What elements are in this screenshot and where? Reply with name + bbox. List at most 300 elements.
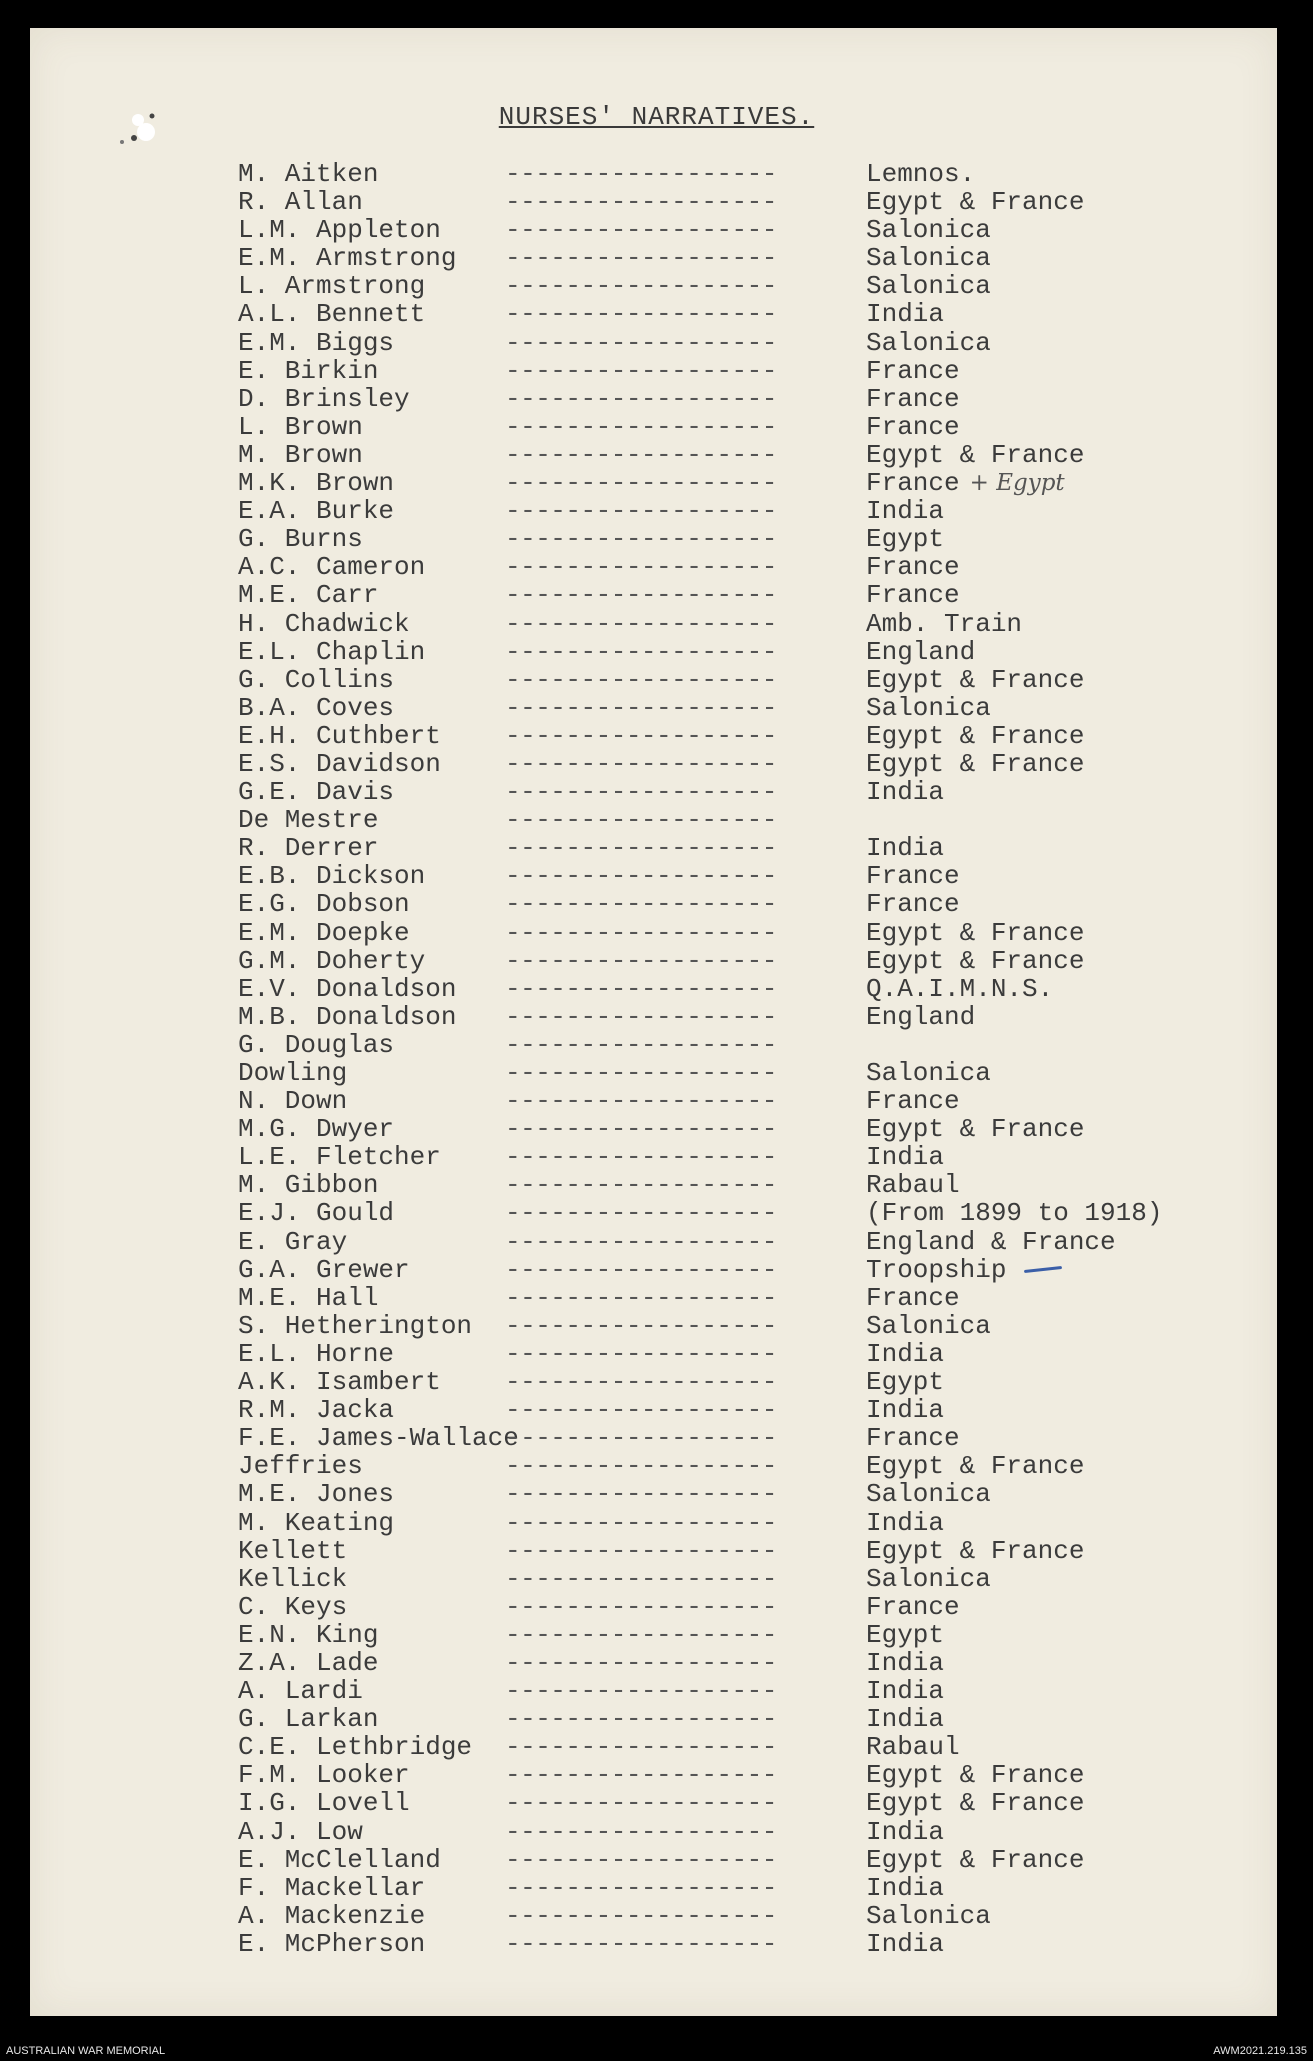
dash-leader: ------------------ xyxy=(505,1198,777,1229)
dash-leader: ------------------ xyxy=(505,973,777,1004)
list-item xyxy=(0,694,1313,722)
nurse-name: A.L. Bennett xyxy=(238,299,426,330)
list-item xyxy=(0,610,1313,638)
list-item xyxy=(0,385,1313,413)
page-title: NURSES' NARRATIVES. xyxy=(498,102,815,132)
service-location xyxy=(866,1874,944,1902)
list-item xyxy=(0,666,1313,694)
location-text: Egypt xyxy=(866,524,945,555)
dash-leader: ------------------ xyxy=(505,1760,777,1791)
nurse-name: M.E. Hall xyxy=(238,1282,379,1313)
nurse-name: A. Lardi xyxy=(238,1676,363,1707)
dash-leader: ------------------ xyxy=(505,439,777,470)
dash-leader: ------------------ xyxy=(505,1704,777,1735)
location-text: Egypt & France xyxy=(866,1844,1085,1875)
location-text: India xyxy=(866,1338,945,1369)
service-location xyxy=(866,188,1084,216)
list-item xyxy=(0,1565,1313,1593)
nurse-name: G.E. Davis xyxy=(238,777,395,808)
handwritten-annotation: + Egypt xyxy=(969,470,1065,497)
dash-leader: ------------------ xyxy=(505,1563,777,1594)
service-location xyxy=(866,638,975,666)
nurse-name: A. Mackenzie xyxy=(238,1900,426,1931)
location-text: France xyxy=(866,383,960,414)
nurse-name: L. Brown xyxy=(238,411,363,442)
list-item xyxy=(0,1452,1313,1480)
service-location xyxy=(866,1677,944,1705)
location-text: England xyxy=(866,636,976,667)
service-location xyxy=(866,1705,944,1733)
dash-leader: ------------------ xyxy=(505,1367,777,1398)
nurse-name: F. Mackellar xyxy=(238,1872,426,1903)
list-item xyxy=(0,1396,1313,1424)
list-item xyxy=(0,1087,1313,1115)
nurse-name: M.K. Brown xyxy=(238,468,395,499)
service-location xyxy=(866,778,944,806)
location-text: France xyxy=(866,1591,960,1622)
nurse-name: M. Keating xyxy=(238,1507,395,1538)
location-text: Salonica xyxy=(866,1058,991,1088)
nurse-name: M. Brown xyxy=(238,439,363,470)
list-item xyxy=(0,300,1313,328)
location-text: India xyxy=(866,1928,945,1959)
service-location xyxy=(866,1649,944,1677)
list-item xyxy=(0,975,1313,1003)
nurse-name: G.M. Doherty xyxy=(238,945,426,976)
service-location xyxy=(866,1593,960,1621)
location-text: Egypt & France xyxy=(866,664,1085,695)
location-text: France xyxy=(866,861,960,892)
nurse-name: G.A. Grewer xyxy=(238,1254,410,1285)
nurse-name: E.L. Chaplin xyxy=(238,636,426,667)
dash-leader: ------------------ xyxy=(505,1142,777,1173)
list-item xyxy=(0,441,1313,469)
dash-leader: ------------------ xyxy=(505,1282,777,1313)
dash-leader: ------------------ xyxy=(505,355,777,386)
nurse-name: A.K. Isambert xyxy=(238,1367,441,1398)
dash-leader: ------------------ xyxy=(505,327,777,358)
dash-leader: ------------------ xyxy=(505,552,777,583)
service-location xyxy=(866,1537,1084,1565)
dash-leader: ------------------ xyxy=(505,271,777,302)
list-item xyxy=(0,1340,1313,1368)
dash-leader: ------------------ xyxy=(505,1788,777,1819)
location-text: Egypt & France xyxy=(866,917,1085,948)
service-location xyxy=(866,1930,944,1958)
location-text: France xyxy=(866,1423,960,1454)
service-location xyxy=(866,1621,944,1649)
location-text: India xyxy=(866,1676,945,1707)
dash-leader: ------------------ xyxy=(505,1170,777,1201)
location-text: Salonica xyxy=(866,1563,991,1594)
nurse-name: E.J. Gould xyxy=(238,1198,395,1229)
location-text: France xyxy=(866,411,960,442)
location-text: Rabaul xyxy=(866,1170,960,1201)
list-item xyxy=(0,216,1313,244)
list-item xyxy=(0,1312,1313,1340)
location-text: Q.A.I.M.N.S. xyxy=(866,973,1054,1004)
nurse-name: R. Allan xyxy=(238,187,363,218)
dash-leader: ------------------ xyxy=(505,692,777,723)
location-text: Egypt & France xyxy=(866,748,1085,779)
list-item xyxy=(0,1424,1313,1452)
service-location xyxy=(866,947,1084,975)
nurse-name: E.M. Biggs xyxy=(238,327,395,358)
nurse-name: E.M. Armstrong xyxy=(238,243,457,274)
dash-leader: ------------------ xyxy=(505,1647,777,1678)
service-location xyxy=(866,1846,1084,1874)
list-item xyxy=(0,272,1313,300)
nurse-name: E. Gray xyxy=(238,1226,348,1257)
location-text: Amb. Train xyxy=(866,608,1023,639)
service-location xyxy=(866,1340,944,1368)
list-item xyxy=(0,525,1313,553)
nurse-name: B.A. Coves xyxy=(238,692,395,723)
dash-leader: ------------------ xyxy=(505,805,777,836)
nurse-name: E.L. Horne xyxy=(238,1338,395,1369)
dash-leader: ------------------ xyxy=(505,1732,777,1763)
dash-leader: ------------------ xyxy=(505,1535,777,1566)
dash-leader: ------------------ xyxy=(505,1338,777,1369)
dash-leader: ------------------ xyxy=(505,720,777,751)
service-location xyxy=(866,1424,960,1452)
nurse-name: G. Larkan xyxy=(238,1704,379,1735)
nurse-name: H. Chadwick xyxy=(238,608,410,639)
list-item xyxy=(0,188,1313,216)
location-text: Salonica xyxy=(866,243,991,274)
location-text: Salonica xyxy=(866,692,991,723)
list-item xyxy=(0,1171,1313,1199)
dash-leader: ------------------ xyxy=(505,1507,777,1538)
location-text: France xyxy=(866,552,960,583)
dash-leader: ------------------ xyxy=(505,468,777,499)
list-item xyxy=(0,778,1313,806)
dash-leader: ------------------ xyxy=(505,945,777,976)
list-item xyxy=(0,413,1313,441)
list-item xyxy=(0,1930,1313,1958)
service-location xyxy=(866,750,1084,778)
dash-leader: ------------------ xyxy=(505,1029,777,1060)
location-text: France xyxy=(866,468,960,499)
service-location xyxy=(866,1284,960,1312)
service-location xyxy=(866,610,1022,638)
location-text: Egypt & France xyxy=(866,1788,1085,1819)
location-text: England xyxy=(866,1001,976,1032)
dash-leader: ------------------ xyxy=(505,917,777,948)
dash-leader: ------------------ xyxy=(505,861,777,892)
footer-reference-number: AWM2021.219.135 xyxy=(1213,2045,1307,2057)
location-text: Egypt & France xyxy=(866,1535,1085,1566)
dash-leader: ------------------ xyxy=(505,1310,777,1341)
list-item xyxy=(0,1537,1313,1565)
list-item xyxy=(0,1621,1313,1649)
dash-leader: ------------------ xyxy=(505,1928,777,1959)
location-text: Egypt & France xyxy=(866,187,1085,218)
dash-leader: ------------------ xyxy=(505,1254,777,1285)
location-text: Salonica xyxy=(866,1310,991,1341)
service-location xyxy=(866,1087,960,1115)
dash-leader: ------------------ xyxy=(505,833,777,864)
nurse-name: M.E. Carr xyxy=(238,580,379,611)
service-location xyxy=(866,553,960,581)
dash-leader: ------------------ xyxy=(505,889,777,920)
list-item xyxy=(0,244,1313,272)
nurse-name: G. Douglas xyxy=(238,1029,395,1060)
blue-pencil-mark xyxy=(1024,1266,1062,1273)
nurse-name: A.C. Cameron xyxy=(238,552,426,583)
service-location xyxy=(866,1171,960,1199)
service-location xyxy=(866,413,960,441)
service-location xyxy=(866,581,960,609)
location-text: India xyxy=(866,1647,945,1678)
service-location xyxy=(866,1368,944,1396)
dash-leader: ------------------ xyxy=(505,1226,777,1257)
service-location xyxy=(866,216,991,244)
dash-leader: ------------------ xyxy=(505,1114,777,1145)
dash-leader: ------------------ xyxy=(505,496,777,527)
location-text: France xyxy=(866,580,960,611)
nurse-name: G. Collins xyxy=(238,664,395,695)
location-text: Salonica xyxy=(866,215,991,246)
dash-leader: ------------------ xyxy=(505,580,777,611)
service-location xyxy=(866,1565,991,1593)
dash-leader: ------------------ xyxy=(505,1872,777,1903)
list-item xyxy=(0,1902,1313,1930)
location-text: Salonica xyxy=(866,1900,991,1931)
service-location xyxy=(866,1115,1084,1143)
list-item xyxy=(0,1115,1313,1143)
list-item xyxy=(0,497,1313,525)
dash-leader: ------------------ xyxy=(505,608,777,639)
nurse-name: F.E. James-Wallace xyxy=(238,1423,519,1454)
location-text: India xyxy=(866,1872,945,1903)
list-item xyxy=(0,1874,1313,1902)
dash-leader: ------------------ xyxy=(505,1423,777,1454)
dash-leader: ------------------ xyxy=(505,636,777,667)
dash-leader: ------------------ xyxy=(505,1001,777,1032)
service-location xyxy=(866,1256,1062,1284)
list-item xyxy=(0,329,1313,357)
service-location xyxy=(866,1902,991,1930)
list-item xyxy=(0,1733,1313,1761)
service-location xyxy=(866,441,1084,469)
location-text: France xyxy=(866,1086,960,1117)
list-item xyxy=(0,919,1313,947)
list-item xyxy=(0,1368,1313,1396)
list-item xyxy=(0,469,1313,497)
nurse-name: M. Gibbon xyxy=(238,1170,379,1201)
list-item xyxy=(0,581,1313,609)
nurse-name: M. Aitken xyxy=(238,159,379,189)
list-item xyxy=(0,1509,1313,1537)
list-item xyxy=(0,553,1313,581)
service-location xyxy=(866,160,975,188)
dash-leader: ------------------ xyxy=(505,1619,777,1650)
dash-leader: ------------------ xyxy=(505,159,777,189)
location-text: Salonica xyxy=(866,271,991,302)
nurse-name: Kellick xyxy=(238,1563,348,1594)
nurse-name: R. Derrer xyxy=(238,833,379,864)
nurse-name: D. Brinsley xyxy=(238,383,410,414)
dash-leader: ------------------ xyxy=(505,1086,777,1117)
location-text: India xyxy=(866,1704,945,1735)
dash-leader: ------------------ xyxy=(505,1479,777,1510)
nurse-name: M.G. Dwyer xyxy=(238,1114,395,1145)
service-location xyxy=(866,1452,1084,1480)
list-item xyxy=(0,806,1313,834)
service-location xyxy=(866,329,991,357)
service-location xyxy=(866,1003,975,1031)
dash-leader: ------------------ xyxy=(505,383,777,414)
list-item xyxy=(0,1593,1313,1621)
nurse-name: E. McClelland xyxy=(238,1844,441,1875)
nurse-name: R.M. Jacka xyxy=(238,1395,395,1426)
list-item xyxy=(0,638,1313,666)
dash-leader: ------------------ xyxy=(505,215,777,246)
nurse-name: C. Keys xyxy=(238,1591,348,1622)
location-text: Egypt & France xyxy=(866,945,1085,976)
service-location xyxy=(866,1818,944,1846)
dash-leader: ------------------ xyxy=(505,1900,777,1931)
location-text: Egypt & France xyxy=(866,720,1085,751)
dash-leader: ------------------ xyxy=(505,777,777,808)
list-item xyxy=(0,1705,1313,1733)
location-text: Egypt & France xyxy=(866,1451,1085,1482)
nurse-name: E.G. Dobson xyxy=(238,889,410,920)
nurse-name: M.E. Jones xyxy=(238,1479,395,1510)
service-location xyxy=(866,469,1065,497)
nurse-name: Jeffries xyxy=(238,1451,363,1482)
nurse-name: E.H. Cuthbert xyxy=(238,720,441,751)
service-location xyxy=(866,1143,944,1171)
nurse-name: C.E. Lethbridge xyxy=(238,1732,473,1763)
service-location xyxy=(866,1396,944,1424)
nurse-name: E.B. Dickson xyxy=(238,861,426,892)
dash-leader: ------------------ xyxy=(505,1676,777,1707)
nurse-name: E.A. Burke xyxy=(238,496,395,527)
dash-leader: ------------------ xyxy=(505,524,777,555)
service-location xyxy=(866,357,960,385)
nurse-name: E.N. King xyxy=(238,1619,379,1650)
list-item xyxy=(0,1789,1313,1817)
list-item xyxy=(0,1284,1313,1312)
nurse-name: Dowling xyxy=(238,1058,348,1088)
service-location xyxy=(866,385,960,413)
location-text: (From 1899 to 1918) xyxy=(866,1198,1163,1229)
list-item xyxy=(0,834,1313,862)
nurse-name: G. Burns xyxy=(238,524,363,555)
service-location xyxy=(866,300,944,328)
location-text: Egypt & France xyxy=(866,1760,1085,1791)
list-item xyxy=(0,947,1313,975)
list-item xyxy=(0,1003,1313,1031)
location-text: France xyxy=(866,889,960,920)
list-item xyxy=(0,1761,1313,1789)
list-item xyxy=(0,1649,1313,1677)
nurse-name: F.M. Looker xyxy=(238,1760,410,1791)
service-location xyxy=(866,497,944,525)
nurse-name: M.B. Donaldson xyxy=(238,1001,457,1032)
service-location xyxy=(866,919,1084,947)
list-item xyxy=(0,1143,1313,1171)
location-text: Egypt xyxy=(866,1367,945,1398)
location-text: India xyxy=(866,1816,945,1847)
nurse-name: I.G. Lovell xyxy=(238,1788,410,1819)
nurse-name: L.E. Fletcher xyxy=(238,1142,441,1173)
location-text: India xyxy=(866,1142,945,1173)
list-item xyxy=(0,1846,1313,1874)
service-location xyxy=(866,975,1053,1003)
location-text: Egypt & France xyxy=(866,1114,1085,1145)
location-text: India xyxy=(866,496,945,527)
list-item xyxy=(0,722,1313,750)
service-location xyxy=(866,272,991,300)
service-location xyxy=(866,834,944,862)
service-location xyxy=(866,525,944,553)
service-location xyxy=(866,722,1084,750)
list-item xyxy=(0,1031,1313,1059)
nurse-name: Kellett xyxy=(238,1535,348,1566)
location-text: Egypt xyxy=(866,1619,945,1650)
dash-leader: ------------------ xyxy=(505,1844,777,1875)
dash-leader: ------------------ xyxy=(505,187,777,218)
nurse-name: E.M. Doepke xyxy=(238,917,410,948)
list-item xyxy=(0,862,1313,890)
nurse-name: E. McPherson xyxy=(238,1928,426,1959)
nurse-name: A.J. Low xyxy=(238,1816,363,1847)
nurse-name: E.V. Donaldson xyxy=(238,973,457,1004)
dash-leader: ------------------ xyxy=(505,1058,777,1088)
location-text: Egypt & France xyxy=(866,439,1085,470)
dash-leader: ------------------ xyxy=(505,1816,777,1847)
location-text: Salonica xyxy=(866,1479,991,1510)
list-item xyxy=(0,1228,1313,1256)
nurse-name: L.M. Appleton xyxy=(238,215,441,246)
list-item xyxy=(0,357,1313,385)
list-item xyxy=(0,750,1313,778)
list-item xyxy=(0,1677,1313,1705)
dash-leader: ------------------ xyxy=(505,748,777,779)
list-item xyxy=(0,1059,1313,1087)
service-location xyxy=(866,1789,1084,1817)
service-location xyxy=(866,1761,1084,1789)
nurse-name: E.S. Davidson xyxy=(238,748,441,779)
list-item xyxy=(0,160,1313,188)
service-location xyxy=(866,694,991,722)
location-text: Salonica xyxy=(866,327,991,358)
service-location xyxy=(866,1480,991,1508)
service-location xyxy=(866,1228,1116,1256)
service-location xyxy=(866,862,960,890)
dash-leader: ------------------ xyxy=(505,664,777,695)
service-location xyxy=(866,1509,944,1537)
location-text: India xyxy=(866,833,945,864)
location-text: France xyxy=(866,355,960,386)
service-location xyxy=(866,890,960,918)
nurse-name: De Mestre xyxy=(238,805,379,836)
nurse-name: S. Hetherington xyxy=(238,1310,473,1341)
location-text: France xyxy=(866,1282,960,1313)
dash-leader: ------------------ xyxy=(505,299,777,330)
nurse-list xyxy=(0,160,1313,1958)
location-text: Troopship xyxy=(866,1254,1007,1285)
dash-leader: ------------------ xyxy=(505,1451,777,1482)
dash-leader: ------------------ xyxy=(505,411,777,442)
location-text: India xyxy=(866,1395,945,1426)
nurse-name: L. Armstrong xyxy=(238,271,426,302)
dash-leader: ------------------ xyxy=(505,1395,777,1426)
list-item xyxy=(0,1199,1313,1227)
